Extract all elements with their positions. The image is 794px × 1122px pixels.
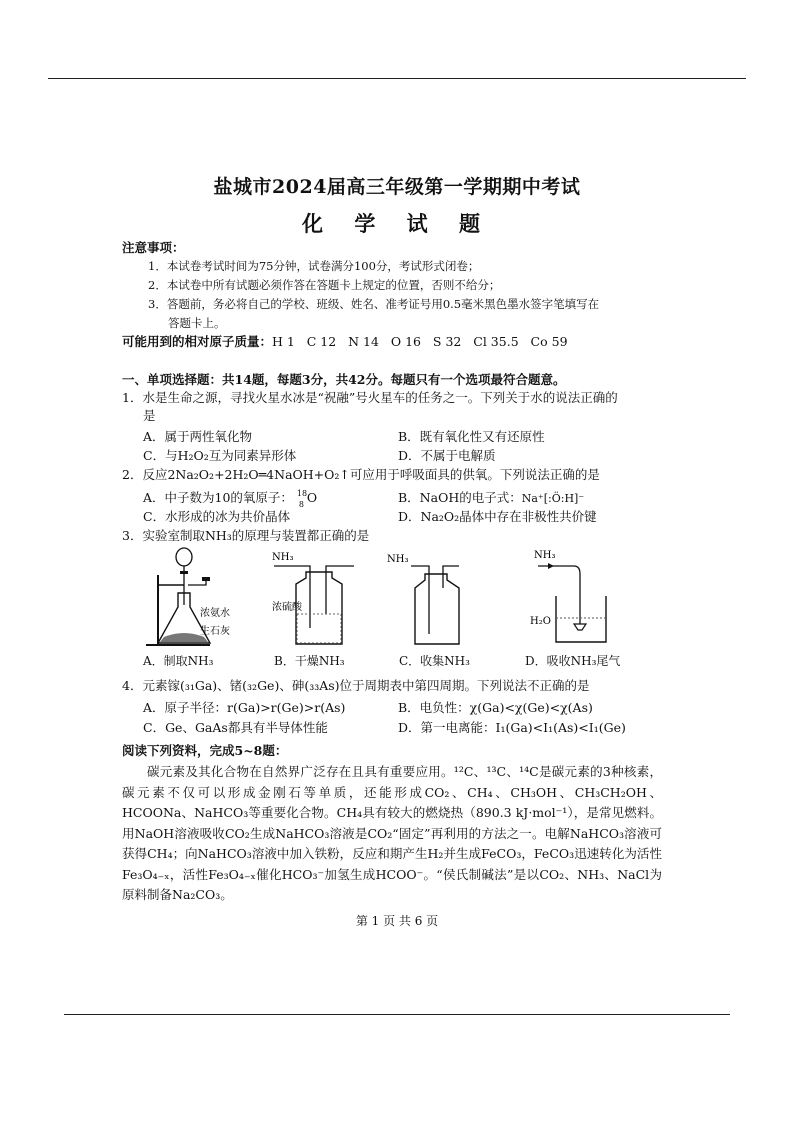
- gas-wash-bottle: [296, 572, 342, 644]
- bottom-rule: [64, 1014, 730, 1015]
- subject-title: 化 学 试 题: [302, 211, 492, 236]
- q2-option-c: C．水形成的冰为共价晶体: [143, 509, 291, 524]
- atomic-mass-label: 可能用到的相对原子质量：: [122, 334, 273, 349]
- label-h2o: H₂O: [530, 616, 551, 627]
- q1-option-a: A．属于两性氧化物: [143, 429, 253, 444]
- beaker: [556, 596, 606, 642]
- q2-stem: 2．反应2Na₂O₂+2H₂O═4NaOH+O₂↑可应用于呼吸面具的供氧。下列说法正确的是: [122, 467, 600, 482]
- side-valve: [202, 577, 210, 581]
- label-nh3-c: NH₃: [387, 554, 409, 565]
- dropping-funnel-bulb: [176, 548, 192, 566]
- q2-option-d: D．Na₂O₂晶体中存在非极性共价键: [398, 509, 597, 524]
- q2-option-b: [398, 488, 584, 508]
- inlet-tube-b: [274, 566, 310, 628]
- delivery-tube-d: [574, 566, 580, 624]
- q1-stem: 1．水是生命之源，寻找火星水冰是“祝融”号火星车的任务之一。下列关于水的说法正确的: [122, 390, 618, 405]
- q4-option-d: D．第一电离能：I₁(Ga)<I₁(As)<I₁(Ge): [398, 720, 626, 735]
- section1-heading: 一、单项选择题：共14题，每题3分，共42分。每题只有一个选项最符合题意。: [122, 372, 566, 387]
- q1-option-c: C．与H₂O₂互为同素异形体: [143, 448, 297, 463]
- q1-option-b: B．既有氧化性又有还原性: [398, 429, 545, 444]
- flow-arrow: [548, 563, 554, 569]
- q3-option-c: C．收集NH₃: [399, 654, 470, 668]
- apparatus-c-diagram: [385, 548, 475, 648]
- label-nh3-d: NH₃: [534, 550, 556, 561]
- q1-option-d: D．不属于电解质: [398, 448, 496, 463]
- atomic-mass-values: H 1 C 12 N 14 O 16 S 32 Cl 35.5 Co 59: [272, 334, 568, 349]
- nuclide-mass-number: 18: [296, 489, 308, 498]
- stopcock: [180, 571, 188, 574]
- notice-item-3-cont: 答题卡上。: [168, 316, 226, 330]
- apparatus-b-diagram: [270, 548, 360, 648]
- nuclide-notation: [296, 488, 319, 509]
- q3-option-d: D．吸收NH₃尾气: [525, 654, 621, 668]
- q2-option-a: [143, 488, 319, 507]
- label-ammonia-water: 浓氨水: [200, 608, 230, 619]
- reading-heading: 阅读下列资料，完成5~8题：: [122, 743, 288, 758]
- sulfuric-acid-liquid: [297, 614, 341, 643]
- collection-bottle: [415, 574, 459, 644]
- q1-stem-cont: 是: [143, 408, 156, 423]
- label-quicklime: 生石灰: [200, 626, 230, 637]
- apparatus-d-diagram: [528, 548, 628, 648]
- outlet-tube-b: [326, 566, 354, 614]
- reading-paragraph: 碳元素及其化合物在自然界广泛存在且具有重要应用。¹²C、¹³C、¹⁴C是碳元素的3种核素，碳元素不仅可以形成金刚石等单质，还能形成CO₂、CH₄、CH₃OH、CH₃CH₂OH、HCOONa、NaHCO₃等重要化合物。CH₄具有较大的燃烧热（890.3 kJ·mol⁻¹），是常见燃料。用NaOH溶液吸收CO₂生成NaHCO₃溶液是CO₂“固定”再利用的方法之一。电解NaHCO₃溶液可获得CH₄；向NaHCO₃溶液中加入铁粉，反应和期产生H₂并生成FeCO₃，FeCO₃迅速转化为活性Fe₃O₄₋ₓ，活性Fe₃O₄₋ₓ催化HCO₃⁻加氢生成HCOO⁻。“侯氏制碱法”是以CO₂、NH₃、NaCl为原料制备Na₂CO₃。: [122, 764, 662, 902]
- apparatus-a-diagram: [140, 545, 240, 650]
- notice-heading: 注意事项：: [122, 240, 185, 255]
- inlet-tube-c: [411, 566, 429, 634]
- outlet-tube-c: [443, 566, 459, 588]
- q2-option-a-text: A．中子数为10的氧原子：: [143, 490, 293, 505]
- q2-option-b-text: B．NaOH的电子式：: [398, 490, 522, 505]
- naoh-electron-formula: Na⁺[:Ö:H]⁻: [521, 492, 585, 505]
- label-conc-h2so4: 浓硫酸: [272, 602, 302, 613]
- q3-option-b: B．干燥NH₃: [274, 654, 345, 668]
- notice-item-1: 1．本试卷考试时间为75分钟，试卷满分100分，考试形式闭卷；: [148, 259, 480, 273]
- q4-option-a: A．原子半径：r(Ga)>r(Ge)>r(As): [143, 700, 346, 715]
- top-rule: [48, 78, 746, 79]
- q4-stem: 4．元素镓(₃₁Ga)、锗(₃₂Ge)、砷(₃₃As)位于周期表中第四周期。下列说法不正确的是: [122, 678, 590, 693]
- nuclide-symbol: O: [306, 490, 318, 505]
- page-number: 第 1 页 共 6 页: [355, 914, 439, 928]
- exam-title: 盐城市2024届高三年级第一学期期中考试: [213, 176, 581, 198]
- q4-option-b: B．电负性：χ(Ga)<χ(Ge)<χ(As): [398, 700, 593, 715]
- nuclide-atomic-number: 8: [298, 500, 305, 509]
- notice-item-2: 2．本试卷中所有试题必须作答在答题卡上规定的位置，否则不给分；: [148, 278, 501, 292]
- notice-item-3: 3．答题前，务必将自己的学校、班级、姓名、准考证号用0.5毫米黑色墨水签字笔填写在: [148, 297, 600, 311]
- q3-option-a: A．制取NH₃: [143, 654, 214, 668]
- label-nh3-b: NH₃: [272, 552, 294, 563]
- q3-stem: 3．实验室制取NH₃的原理与装置都正确的是: [122, 528, 370, 543]
- inverted-funnel: [574, 624, 586, 630]
- q4-option-c: C．Ge、GaAs都具有半导体性能: [143, 720, 328, 735]
